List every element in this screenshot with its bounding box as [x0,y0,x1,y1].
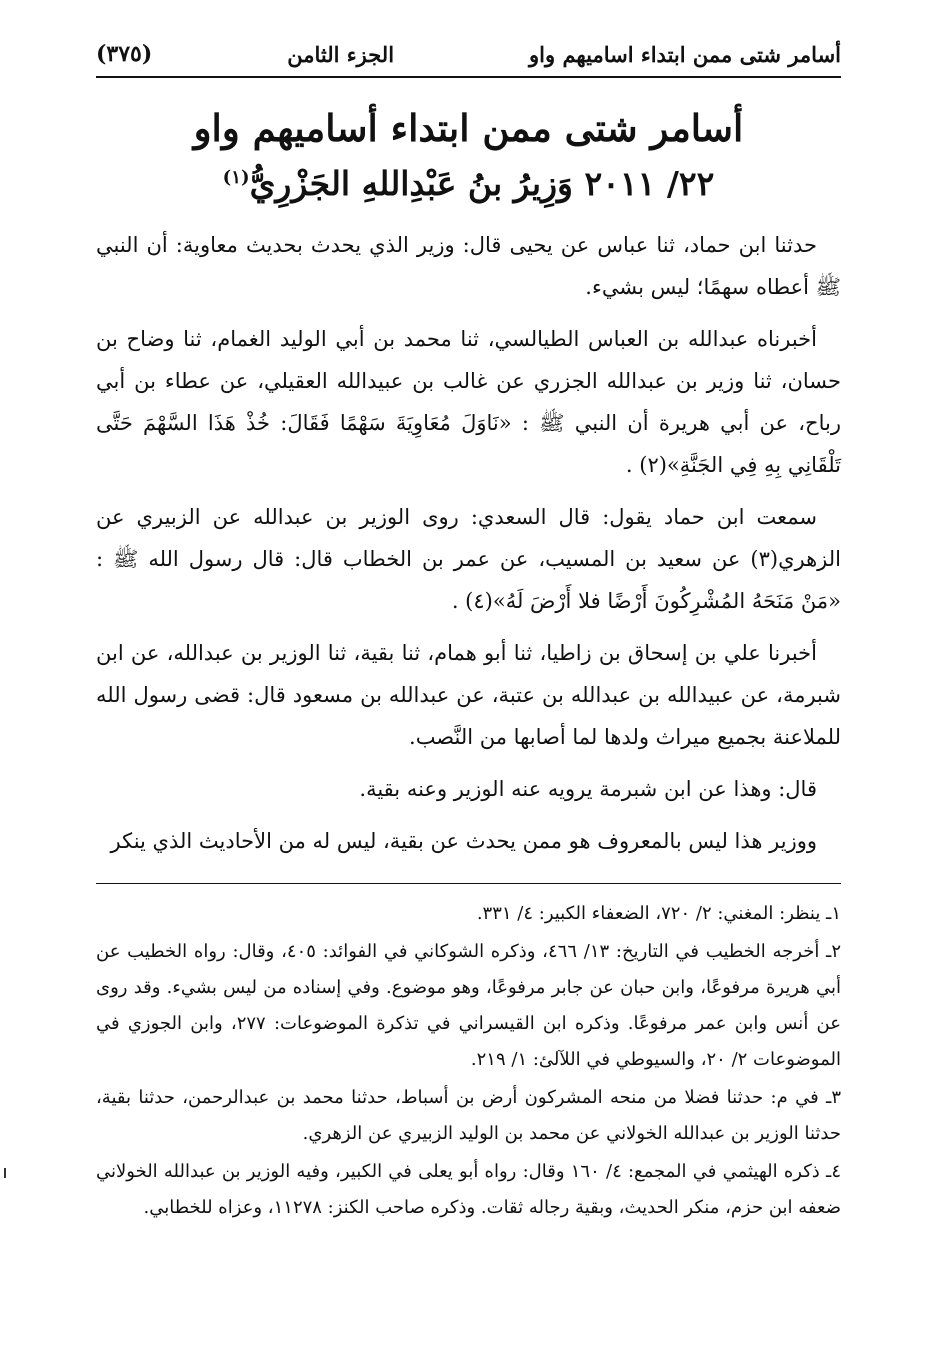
entry-title-footnote-ref: (١) [222,167,250,188]
scan-margin-mark [4,1168,6,1178]
entry-title-text: ٢٢/ ٢٠١١ وَزِيرُ بنُ عَبْدِاللهِ الجَزْرِيُّ [249,164,715,203]
header-rule [96,76,841,78]
footnote: ٢ـ أخرجه الخطيب في التاريخ: ١٣/ ٤٦٦، وذكره الشوكاني في الفوائد: ٤٠٥، وقال: رواه الخطيب عن أبي هريرة مرفوعًا، وابن حبان عن جابر مرفوعًا، وهو موضوع. وفي إسناده من ليس بشيء. وقد روى عن أنس وابن عمر مرفوعًا. وذكره ابن القيسراني في تذكرة الموضوعات: ٢٧٧، وابن الجوزي في الموضوعات ٢/ ٢٠، والسيوطي في اللآلئ: ١/ ٢١٩. [96,941,842,1070]
footnotes [96,896,841,1228]
running-title: أسامر شتى ممن ابتداء اساميهم واو [529,41,841,67]
entry-title [96,158,841,210]
footnote: ١ـ ينظر: المغني: ٢/ ٧٢٠، الضعفاء الكبير: ٤/ ٣٣١. [476,903,841,924]
paragraph: أخبرناه عبدالله بن العباس الطيالسي، ثنا محمد بن أبي الوليد الغمام، ثنا وضاح بن حسان، ثنا وزير بن عبدالله الجزري عن غالب بن عبيدالله العقيلي، عن عطاء بن أبي رباح، عن أبي هريرة أن النبي ﷺ : «نَاوَلَ مُعَاوِيَةَ سَهْمًا فَقَالَ: خُذْ هَذَا السَّهْمَ حَتَّى تَلْقَانِي بِهِ فِي الجَنَّةِ»(٢) . [96,327,841,477]
main-text [96,224,841,872]
page-number: (٣٧٥) [96,41,153,67]
paragraph: أخبرنا علي بن إسحاق بن زاطيا، ثنا أبو همام، ثنا بقية، ثنا الوزير بن عبدالله، عن ابن شبرمة، عن عبيدالله بن عبدالله بن عتبة، عن عبدالله بن مسعود قال: قضى رسول الله للملاعنة بجميع ميراث ولدها لما أصابها من النَّصب. [96,641,841,749]
section-title: أسامر شتى ممن ابتداء أساميهم واو [193,106,744,150]
footnote-separator [96,883,841,884]
footnote: ٤ـ ذكره الهيثمي في المجمع: ٤/ ١٦٠ وقال: رواه أبو يعلى في الكبير، وفيه الوزير بن عبدالله الخولاني ضعفه ابن حزم، منكر الحديث، وبقية رجاله ثقات. وذكره صاحب الكنز: ١١٢٧٨، وعزاه للخطابي. [96,1161,841,1218]
volume-label: الجزء الثامن [287,41,395,67]
running-header [96,34,841,74]
paragraph: قال: وهذا عن ابن شبرمة يرويه عنه الوزير وعنه بقية. [359,777,817,801]
paragraph: حدثنا ابن حماد، ثنا عباس عن يحيى قال: وزير الذي يحدث بحديث معاوية: أن النبي ﷺ أعطاه سهمًا؛ ليس بشيء. [96,233,841,299]
footnote: ٣ـ في م: حدثنا فضلا من منحه المشركون أرض بن أسباط، حدثنا محمد بن عبدالرحمن، حدثنا بقية، حدثنا الوزير بن عبدالله الخولاني عن محمد بن الوليد الزبيري عن الزهري. [96,1087,841,1144]
paragraph: ووزير هذا ليس بالمعروف هو ممن يحدث عن بقية، ليس له من الأحاديث الذي ينكر [110,829,817,853]
paragraph: سمعت ابن حماد يقول: قال السعدي: روى الوزير بن عبدالله عن الزبيري عن الزهري(٣) عن سعيد بن المسيب، عن عمر بن الخطاب قال: قال رسول الله ﷺ : «مَنْ مَنَحَهُ المُشْرِكُونَ أَرْضًا فلا أَرْضَ لَهُ»(٤) . [96,505,841,613]
